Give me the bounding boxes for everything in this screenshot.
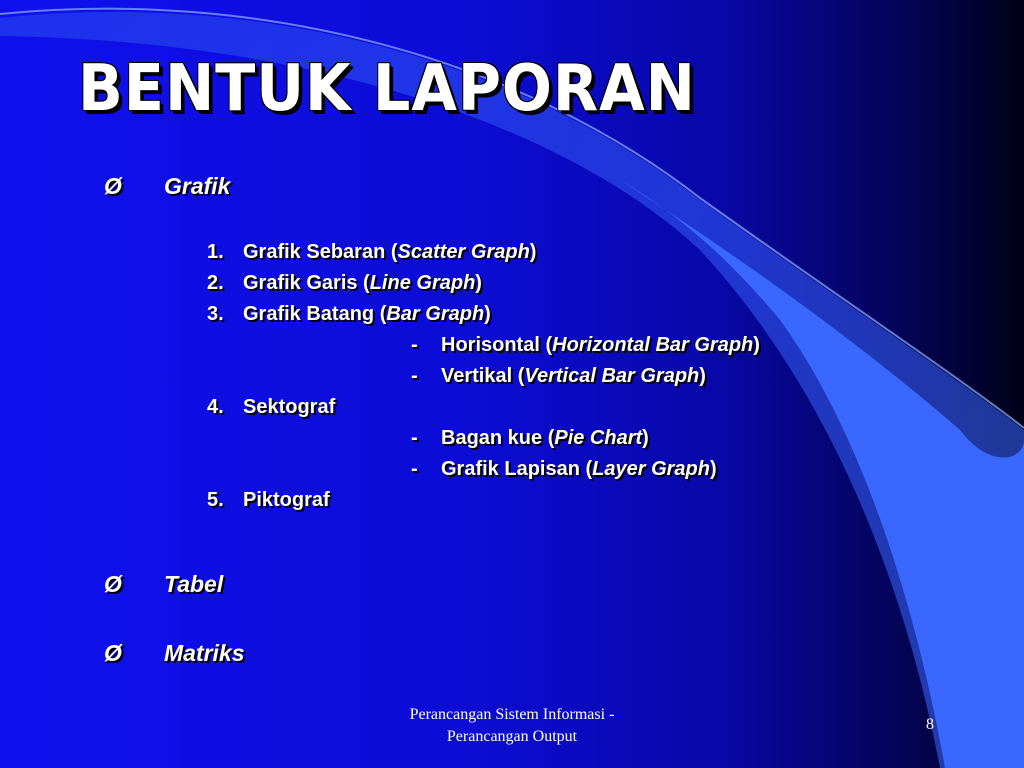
sub-item <box>411 333 760 357</box>
bullet-label: Matriks <box>164 640 245 666</box>
dash-icon: - <box>411 427 418 449</box>
bullet-icon: Ø <box>104 571 122 597</box>
bullet-label: Grafik <box>164 173 231 199</box>
subitem-english: Vertical Bar Graph <box>524 365 700 387</box>
slide-title: BENTUK LAPORAN <box>78 52 696 126</box>
sub-item <box>411 426 649 450</box>
list-item <box>207 488 330 512</box>
subitem-text: Bagan kue ( <box>441 427 555 449</box>
list-item <box>207 271 482 295</box>
subitem-close: ) <box>709 458 717 480</box>
list-item <box>207 302 491 326</box>
footer-line: Perancangan Output <box>446 728 578 745</box>
item-number: 1. <box>207 241 224 263</box>
subitem-english: Horizontal Bar Graph <box>552 334 754 356</box>
item-english: Scatter Graph <box>397 241 530 263</box>
dash-icon: - <box>411 334 418 356</box>
bullet-icon: Ø <box>104 173 122 199</box>
list-item <box>207 240 536 264</box>
page-number: 8 <box>926 716 934 733</box>
bullet-tabel <box>104 572 223 596</box>
item-text: Sektograf <box>243 396 336 418</box>
subitem-text: Horisontal ( <box>441 334 553 356</box>
subitem-text: Vertikal ( <box>441 365 525 387</box>
item-number: 2. <box>207 272 224 294</box>
item-english: Line Graph <box>369 272 476 294</box>
subitem-text: Grafik Lapisan ( <box>441 458 593 480</box>
subitem-close: ) <box>753 334 760 356</box>
item-close: ) <box>484 303 491 325</box>
bullet-matriks <box>104 641 245 665</box>
item-text: Grafik Garis ( <box>243 272 370 294</box>
bullet-grafik <box>104 174 230 198</box>
subitem-close: ) <box>699 365 706 387</box>
dash-icon: - <box>411 365 418 387</box>
dash-icon: - <box>411 458 418 480</box>
item-english: Bar Graph <box>386 303 485 325</box>
item-number: 3. <box>207 303 224 325</box>
bullet-label: Tabel <box>164 571 224 597</box>
item-text: Grafik Batang ( <box>243 303 387 325</box>
subitem-close: ) <box>642 427 649 449</box>
slide-footer <box>362 704 662 748</box>
footer-line: Perancangan Sistem Informasi - <box>409 706 615 723</box>
item-close: ) <box>475 272 482 294</box>
list-item <box>207 395 335 419</box>
sub-item <box>411 364 706 388</box>
subitem-english: Pie Chart <box>554 427 643 449</box>
item-number: 5. <box>207 489 224 511</box>
subitem-english: Layer Graph <box>592 458 710 480</box>
item-close: ) <box>529 241 537 263</box>
item-text: Piktograf <box>243 489 330 511</box>
bullet-icon: Ø <box>104 640 122 666</box>
sub-item <box>411 457 717 481</box>
item-text: Grafik Sebaran ( <box>243 241 398 263</box>
item-number: 4. <box>207 396 224 418</box>
